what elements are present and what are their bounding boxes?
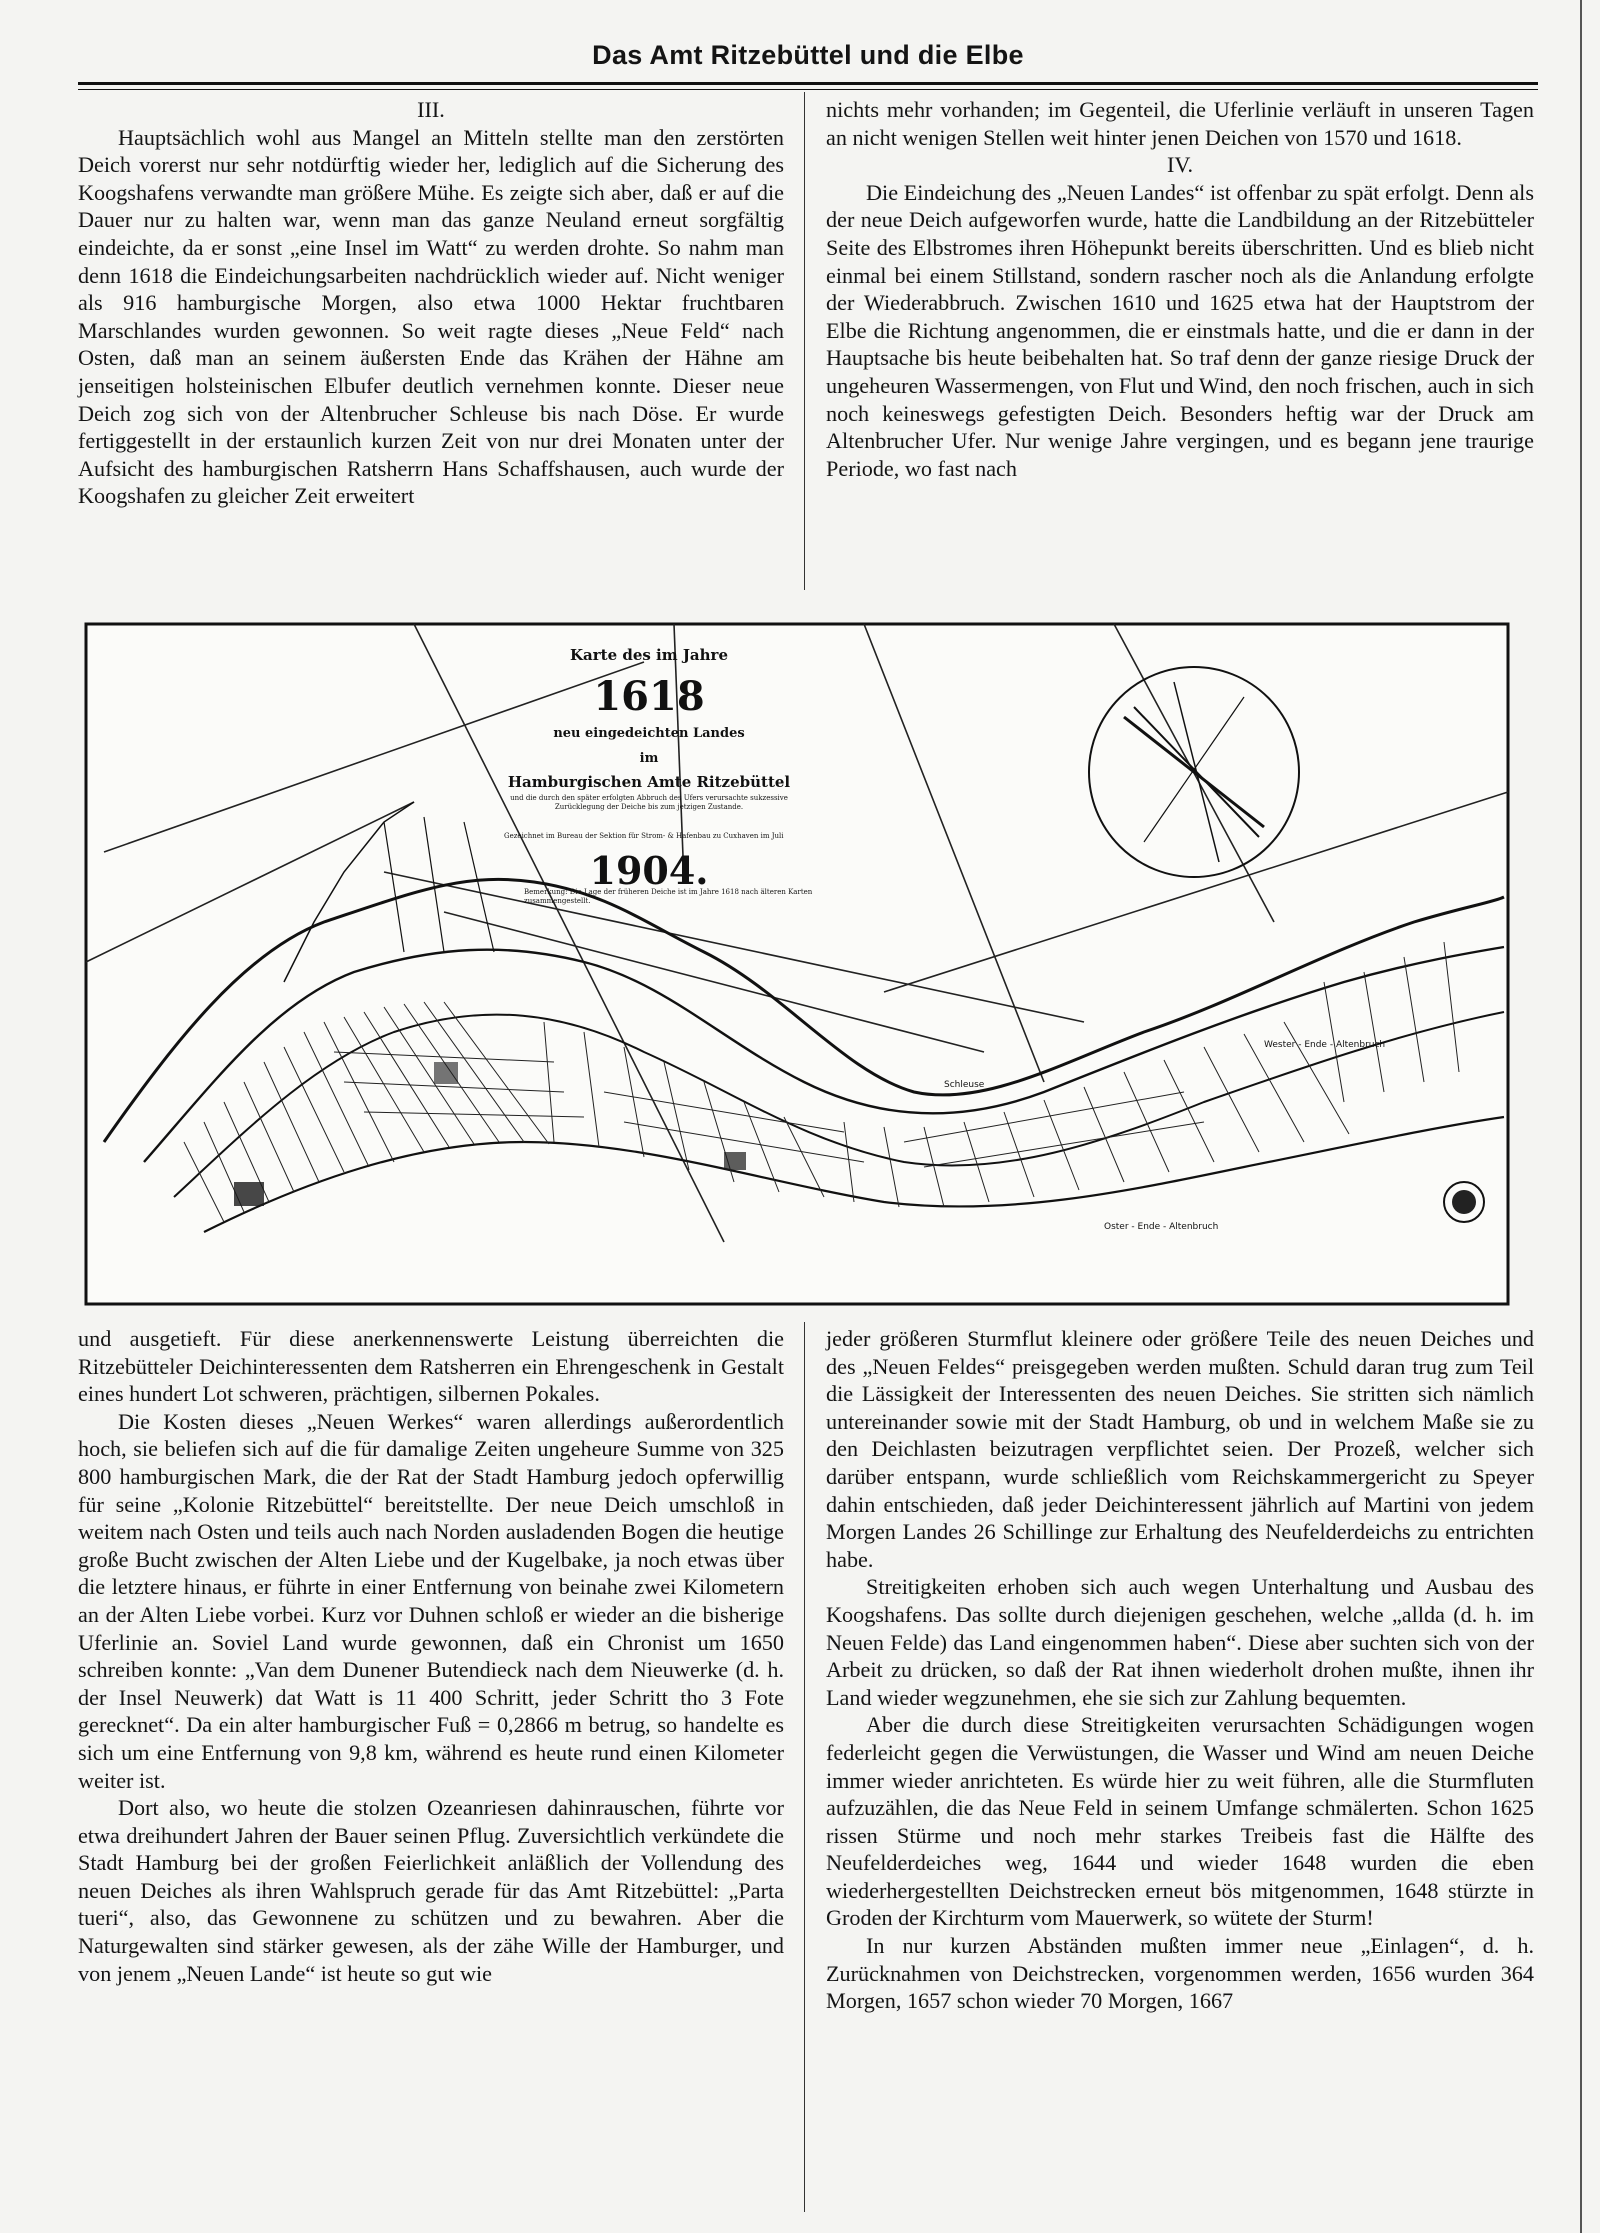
map-title-line-5: Hamburgischen Amte Ritzebüttel (507, 773, 791, 791)
page-header: Das Amt Ritzebüttel und die Elbe (592, 40, 1024, 70)
map-title-line-3: neu eingedeichten Landes (553, 726, 745, 741)
map-label-schleuse: Schleuse (944, 1080, 985, 1090)
paragraph: jeder größeren Sturmflut kleinere oder größere Teile des neuen Deiches und des „Neuen Feldes“ preisgegeben werden mußten. Schuld daran trug zum Teil die Lässigkeit der Interessenten des neuen Deiches. Sie stritten sich nämlich untereinander sowie mit der Stadt Hamburg, ob und in welchem Maße sie zu den Deichlasten beizutragen verpflichtet seien. Der Prozeß, welcher sich darüber entspann, wurde schließlich vom Reichskammergericht zu Speyer dahin entschieden, daß jeder Deichinteressent jährlich auf Martini von jedem Morgen Landes 26 Schillinge zur Erhaltung des Neufelderdeichs zu entrichten habe. (826, 1326, 1534, 1572)
header-rule-thick (78, 82, 1538, 85)
map-drawn-by: Gezeichnet im Bureau der Sektion für Strom- & Hafenbau zu Cuxhaven im Juli (504, 832, 784, 840)
paragraph: Hauptsächlich wohl aus Mangel an Mitteln stellte man den zerstörten Deich vorerst nur sehr notdürftig wieder her, lediglich auf die Sicherung des Koogshafens verwandte man größere Mühe. Es zeigte sich aber, daß er auf die Dauer nur zu halten war, wenn man das ganze Neuland erneut sorgfältig eindeichte, da er sonst „eine Insel im Watt“ zu werden drohte. So nahm man denn 1618 die Eindeichungsarbeiten nachdrücklich wieder auf. Nicht weniger als 916 hamburgische Morgen, also etwa 1000 Hektar fruchtbaren Marschlandes wurden gewonnen. So weit ragte dieses „Neue Feld“ nach Osten, daß man an seinem äußersten Ende das Krähen der Hähne am jenseitigen holsteinischen Elbufer deutlich vernehmen konnte. Dieser neue Deich zog sich von der Altenbrucher Schleuse bis nach Döse. Er wurde fertiggestellt in der erstaunlich kurzen Zeit von nur drei Monaten unter der Aufsicht des hamburgischen Ratsherrn Hans Schaffshausen, auch wurde der Koogshafen zu gleicher Zeit erweitert (78, 124, 784, 509)
map-frame (86, 624, 1508, 1304)
map-year-1618: 1618 (593, 673, 705, 720)
paragraph: Streitigkeiten erhoben sich auch wegen Unterhaltung und Ausbau des Koogshafens. Das sollte durch diejenigen geschehen, welche „allda (d. h. im Neuen Felde) das Land eingenommen haben“. Diese aber suchten sich von der Arbeit zu drücken, so daß der Rat ihnen wiederholt drohen mußte, ihnen ihr Land wieder wegzunehmen, ehe sie sich zur Zahlung bequemten. (826, 1574, 1534, 1710)
paragraph: In nur kurzen Abständen mußten immer neue „Einlagen“, d. h. Zurücknahmen von Deichstrecken, vorgenommen werden, 1656 wurden 364 Morgen, 1657 schon wieder 70 Morgen, 1667 (826, 1933, 1534, 2014)
paragraph: Dort also, wo heute die stolzen Ozeanriesen dahinrauschen, führte vor etwa dreihundert Jahren der Bauer seinen Pflug. Zuversichtlich verkündete die Stadt Hamburg bei der großen Feierlichkeit anläßlich der Vollendung des neuen Deiches als ihren Wahlspruch gerade für das Amt Ritzebüttel: „Parta tueri“, also, das Gewonnene zu schützen und zu bewahren. Aber die Naturgewalten sind stärker gewesen, als der zähe Wille der Hamburger, und von jenem „Neuen Lande“ ist heute so gut wie (78, 1795, 784, 1986)
map-subtitle: und die durch den später erfolgten Abbruch des Ufers verursachte sukzessive Zurücklegung der Deiche bis zum jetzigen Zustande. (510, 794, 788, 811)
page-edge-line (1580, 0, 1582, 2233)
historical-map (84, 622, 1510, 1306)
paragraph: Die Kosten dieses „Neuen Werkes“ waren allerdings außerordentlich hoch, sie beliefen sich auf die für damalige Zeiten ungeheure Summe von 325 800 hamburgischen Mark, die der Rat der Stadt Hamburg jedoch opferwillig für seine „Kolonie Ritzebüttel“ bereitstellte. Der neue Deich umschloß in weitem nach Osten und teils auch nach Norden ausladenden Bogen die heutige große Bucht zwischen der Alten Liebe und der Kugelbake, ja noch etwas über die letztere hinaus, er führte in einer Entfernung von beinahe zwei Kilometern an der Alten Liebe vorbei. Kurz vor Duhnen schloß er wieder an die bisherige Uferlinie an. Soviel Land wurde gewonnen, daß ein Chronist um 1650 schreiben konnte: „Van dem Dunener Butendieck nach dem Nieuwerke (d. h. der Insel Neuwerk) dat Watt is 11 400 Schritt, jeder Schritt tho 3 Fote gerecknet“. Da ein alter hamburgischer Fuß = 0,2866 m betrug, so handelte es sich um eine Entfernung von 9,8 km, während es heute rund einen Kilometer weiter ist. (78, 1408, 784, 1793)
column-bottom-left (78, 1325, 784, 1987)
column-bottom-right (826, 1325, 1534, 2015)
column-top-left (78, 96, 784, 510)
map-note-wrap (524, 888, 814, 918)
paragraph: Die Eindeichung des „Neuen Landes“ ist offenbar zu spät erfolgt. Denn als der neue Deich aufgeworfen wurde, hatte die Landbildung an der Ritzebütteler Seite des Elbstromes ihren Höhepunkt bereits überschritten. Und es blieb nicht einmal bei einem Stillstand, sondern rascher noch als die Anlandung erfolgte der Wiederabbruch. Zwischen 1610 und 1625 etwa hat der Hauptstrom der Elbe die Richtung angenommen, die er einstmals hatte, und die er dann in der Hauptsache bis heute beibehalten hat. So traf denn der ganze riesige Druck der ungeheuren Wassermengen, von Flut und Wind, den noch frischen, auch in sich noch keineswegs gefestigten Deich. Besonders heftig war der Druck am Altenbrucher Ufer. Nur wenige Jahre vergingen, und es begann jene traurige Periode, wo fast nach (826, 179, 1534, 481)
paragraph: nichts mehr vorhanden; im Gegenteil, die Uferlinie verläuft in unseren Tagen an nicht wenigen Stellen weit hinter jenen Deichen von 1570 und 1618. (826, 97, 1534, 150)
map-label-oster-ende: Oster - Ende - Altenbruch (1104, 1222, 1219, 1232)
map-title-line-4: im (639, 751, 659, 766)
header-rule-thin (78, 89, 1538, 90)
section-heading-iv: IV. (1166, 152, 1194, 178)
map-subtitle-wrap (504, 794, 794, 834)
paragraph: Aber die durch diese Streitigkeiten verursachten Schädigungen wogen federleicht gegen die Verwüstungen, die Wasser und Wind am neuen Deiche immer wieder anrichteten. Es würde hier zu weit führen, alle die Sturmfluten aufzuzählen, die das Neue Feld in seinem Umfange schmälerten. Schon 1625 rissen Stürme und noch mehr starkes Treibeis fast die Hälfte des Neufelderdeiches weg, 1644 und wieder 1648 wurden die eben wiederhergestellten Deichstrecken erneut bös mitgenommen, 1648 stürzte in Groden der Kirchturm vom Mauerwerk, so wütete der Sturm! (826, 1712, 1534, 1931)
map-label-wester-ende: Wester - Ende - Altenbruch (1264, 1040, 1386, 1050)
section-heading-iii: III. (417, 97, 445, 122)
paragraph: und ausgetieft. Für diese anerkennenswerte Leistung überreichten die Ritzebütteler Deichinteressenten dem Ratsherren ein Ehrengeschenk in Gestalt eines hundert Lot schweren, prächtigen, silbernen Pokales. (78, 1326, 784, 1407)
map-note: Bemerkung: Die Lage der früheren Deiche ist im Jahre 1618 nach älteren Karten zusammengestellt. (524, 888, 813, 905)
column-top-right (826, 96, 1534, 482)
column-divider (804, 1322, 805, 2212)
map-title-line-1: Karte des im Jahre (569, 646, 729, 664)
map-year-1904: 1904. (589, 848, 709, 893)
column-divider (804, 92, 805, 590)
